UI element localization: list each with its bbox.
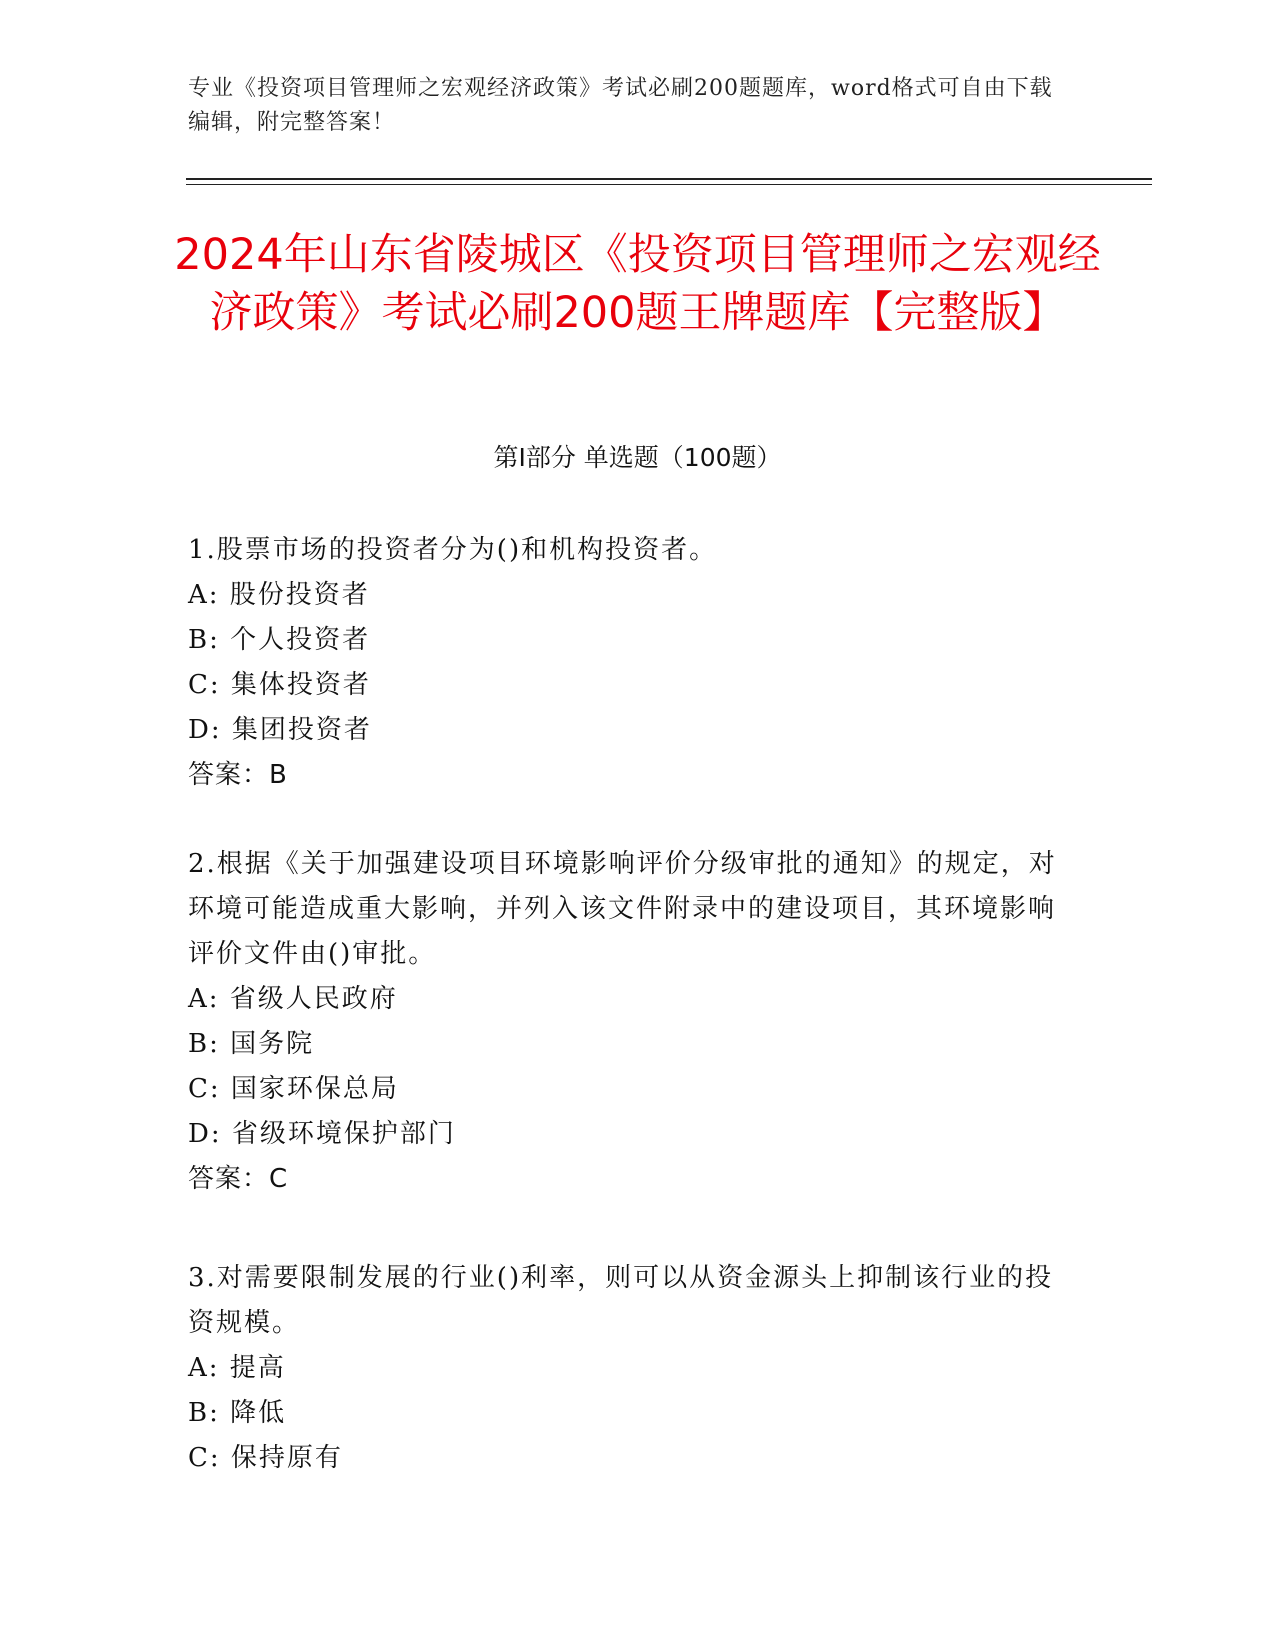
question-stem: 3.对需要限制发展的行业()利率，则可以从资金源头上抑制该行业的投资规模。 (188, 1263, 1054, 1338)
document-header: 专业《投资项目管理师之宏观经济政策》考试必刷200题题库，word格式可自由下载编辑，附完整答案！ (188, 76, 1053, 135)
question-stem: 1.股票市场的投资者分为()和机构投资者。 (188, 535, 718, 565)
option-b: B: 个人投资者 (188, 625, 371, 655)
question-stem: 2.根据《关于加强建设项目环境影响评价分级审批的通知》的规定，对环境可能造成重大影响，并列入该文件附录中的建设项目，其环境影响评价文件由()审批。 (188, 849, 1057, 969)
header-rule-thin (186, 184, 1152, 185)
question-1 (188, 528, 1068, 798)
question-3 (188, 1256, 1068, 1481)
section-heading: 第Ⅰ部分 单选题（100题） (493, 443, 782, 472)
option-c: C: 保持原有 (188, 1443, 343, 1473)
option-b: B: 国务院 (188, 1029, 315, 1059)
document-title: 2024年山东省陵城区《投资项目管理师之宏观经济政策》考试必刷200题王牌题库【完整版】 (174, 230, 1101, 338)
option-a: A: 股份投资者 (188, 580, 370, 610)
option-d: D: 集团投资者 (188, 715, 372, 745)
option-c: C: 集体投资者 (188, 670, 371, 700)
option-d: D: 省级环境保护部门 (188, 1119, 456, 1149)
option-a: A: 提高 (188, 1353, 286, 1383)
header-rule-thick (186, 178, 1152, 180)
option-b: B: 降低 (188, 1398, 287, 1428)
option-c: C: 国家环保总局 (188, 1074, 399, 1104)
answer-line: 答案：C (188, 1164, 289, 1194)
option-a: A: 省级人民政府 (188, 984, 398, 1014)
question-2 (188, 842, 1068, 1202)
answer-line: 答案：B (188, 760, 288, 790)
